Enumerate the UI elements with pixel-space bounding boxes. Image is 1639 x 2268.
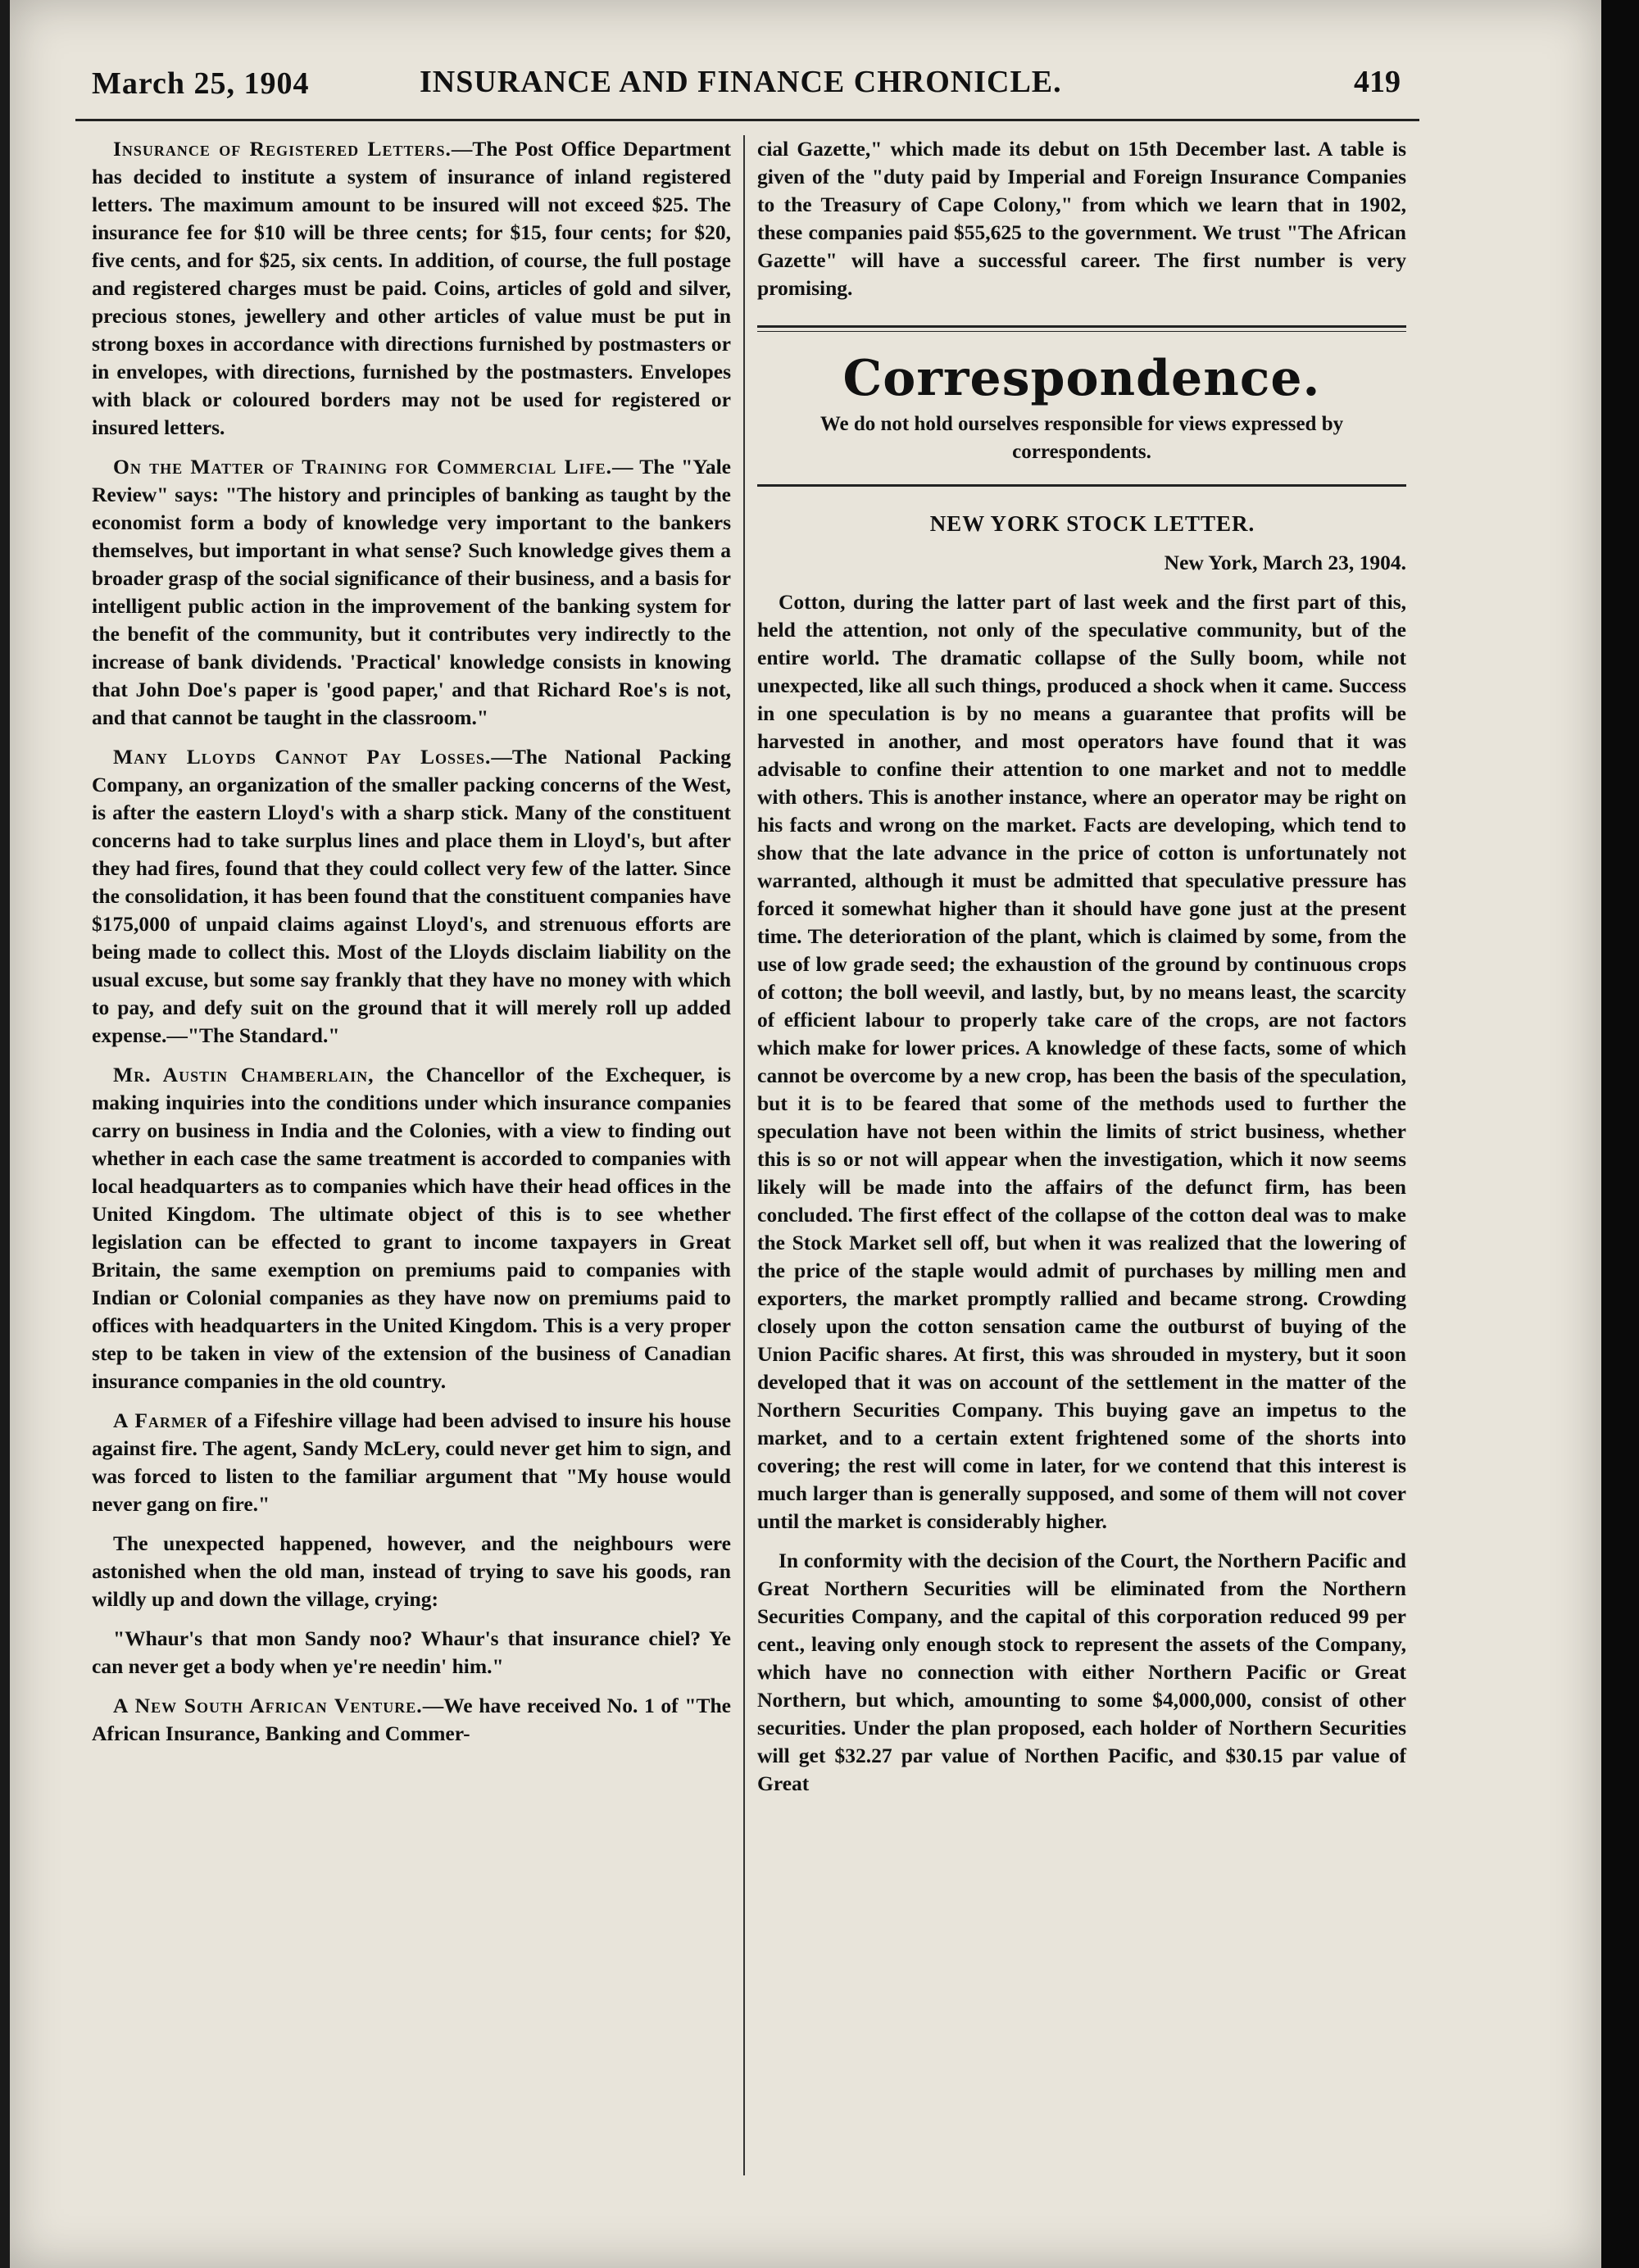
header-rule (75, 119, 1419, 121)
paragraph-body: of a Fifeshire village had been advised to insure his house against fire. The agent, Sandy McLery, could never get him to sign, and was forced to listen to the familiar argument that "My house would never gang on fire." (92, 1408, 731, 1516)
newspaper-page (10, 0, 1601, 2268)
paragraph-body: —The Post Office Department has decided to institute a system of insurance of inland registered letters. The maximum amount to be insured will not exceed $25. The insurance fee for $10 will be three cents; for $15, four cents; for $20, five cents, and for $25, six cents. In addition, of course, the full postage and registered charges must be paid. Coins, articles of gold and silver, precious stones, jewellery and other articles of value must be put in strong boxes in accordance with directions furnished by postmasters or in envelopes, with directions, furnished by the postmasters. Envelopes with black or coloured borders may not be used for registered or insured letters. (92, 137, 731, 439)
left-column (92, 135, 731, 1759)
section-rule (757, 325, 1406, 332)
paragraph-heading: Mr. Austin Chamberlain, (113, 1063, 375, 1086)
letter-paragraph: In conformity with the decision of the Court, the Northern Pacific and Great Northern Securities will be eliminated from the Northern Securities Company, and the capital of this corporation reduced 99 per cent., leaving only enough stock to represent the assets of the Company, which have no connection with either Northern Pacific or Great Northern, but which, amounting to some $4,000,000, consist of other securities. Under the plan proposed, each holder of Northern Securities will get $32.27 par value of Northen Pacific, and $30.15 par value of Great (757, 1549, 1406, 1795)
paragraph-body: —We have received No. 1 of "The African Insurance, Banking and Commer- (92, 1694, 732, 1745)
paragraph-body: the Chancellor of the Exchequer, is making inquiries into the conditions under which insurance companies carry on business in India and the Colonies, with a view to finding out whether in each case the same treatment is accorded to companies with local headquarters as to companies which have their head offices in the United Kingdom. The ultimate object of this is to see whether legislation can be effected to grant to income taxpayers in Great Britain, the same exemption on premiums paid to companies with Indian or Colonial companies as they have now on premiums paid to offices with headquarters in the United Kingdom. This is a very proper step to be taken in view of the extension of the business of Canadian insurance companies in the old country. (92, 1063, 731, 1393)
paragraph-registered-letters (92, 135, 731, 442)
paragraph-chamberlain (92, 1061, 731, 1395)
paragraph-heading: A Farmer (113, 1408, 208, 1432)
paragraph-heading: On the Matter of Training for Commercial Life. (113, 455, 612, 479)
paragraph-heading: Many Lloyds Cannot Pay Losses. (113, 745, 492, 769)
paragraph-gazette-continued: cial Gazette," which made its debut on 15th December last. A table is given of the "duty paid by Imperial and Foreign Insurance Companies to the Treasury of Cape Colony," from which we learn that in 1902, these companies paid $55,625 to the government. We trust "The African Gazette" will have a successful career. The first number is very promising. (757, 137, 1406, 300)
paragraph-unexpected: The unexpected happened, however, and the neighbours were astonished when the old man, instead of trying to save his goods, ran wildly up and down the village, crying: (92, 1531, 731, 1611)
correspondence-disclaimer: We do not hold ourselves responsible for views expressed by correspondents. (820, 413, 1344, 463)
letter-dateline: New York, March 23, 1904. (1164, 551, 1406, 574)
correspondence-title: Correspondence. (842, 350, 1321, 407)
page-number: 419 (1354, 65, 1401, 99)
quote-farmer: "Whaur's that mon Sandy noo? Whaur's that insurance chiel? Ye can never get a body when ye're needin' him." (92, 1626, 731, 1678)
header-date: March 25, 1904 (92, 66, 310, 101)
letter-paragraph: Cotton, during the latter part of last week and the first part of this, held the attention, not only of the speculative community, but of the entire world. The dramatic collapse of the Sully boom, while not unexpected, like all such things, produced a shock when it came. Success in one speculation is by no means a guarantee that profits will be harvested in another, and most operators have found that it was advisable to confine their attention to one market and not to meddle with others. This is another instance, where an operator may be right on his facts and wrong on the market. Facts are developing, which tend to show that the late advance in the price of cotton is unfortunately not warranted, although it must be admitted that speculative pressure has forced it somewhat higher than it should have gone just at the present time. The deterioration of the plant, which is claimed by some, from the use of low grade seed; the exhaustion of the ground by continuous crops of cotton; the boll weevil, and lastly, but, by no means least, the scarcity of efficient labour to properly take care of the crops, are not factors which make for lower prices. A knowledge of these facts, some of which cannot be overcome by a new crop, has been the basis of the speculation, but it is to be feared that some of the methods used to further the speculation have not been within the limits of strict business, whether this is so or not will appear when the investigation, which it now seems likely will be made into the affairs of the defunct firm, has been concluded. The first effect of the collapse of the cotton deal was to make the Stock Market sell off, but when it was realized that the lowering of the price of the staple would admit of purchases by milling men and exporters, the market promptly rallied and became strong. Crowding closely upon the cotton sensation came the outburst of buying of the Union Pacific shares. At first, this was shrouded in mystery, but it soon developed that it was on account of the settlement in the matter of the Northern Securities Company. This buying gave an impetus to the market, and to a certain extent frightened some of the shorts into covering; the rest will come in later, for we contend that this interest is much larger than is generally supposed, and some of them will not cover until the market is considerably higher. (757, 590, 1406, 1533)
paragraph-body: —The National Packing Company, an organization of the smaller packing concerns of the West, is after the eastern Lloyd's with a sharp stick. Many of the constituent concerns had to take surplus lines and place them in Lloyd's, but after they had fires, found that they could collect very few of the latter. Since the consolidation, it has been found that the constituent companies have $175,000 of unpaid claims against Lloyd's, and strenuous efforts are being made to collect this. Most of the Lloyds disclaim liability on the usual excuse, but some say frankly that they have no money with which to pay, and defy suit on the ground that it will merely roll up added expense.—"The Standard." (92, 745, 731, 1047)
paragraph-south-african-venture (92, 1692, 731, 1748)
letter-title: NEW YORK STOCK LETTER. (929, 511, 1255, 536)
header-title: INSURANCE AND FINANCE CHRONICLE. (420, 65, 1062, 99)
paragraph-heading: A New South African Venture. (113, 1694, 423, 1717)
right-column (757, 135, 1406, 1809)
column-divider (743, 135, 745, 2175)
paragraph-commercial-training (92, 453, 731, 732)
page-header (75, 64, 1419, 105)
paragraph-lloyds-losses (92, 743, 731, 1050)
paragraph-farmer (92, 1407, 731, 1518)
paragraph-body: — The "Yale Review" says: "The history and principles of banking as taught by the economist form a body of knowledge very important to the bankers themselves, but important in what sense? Such knowledge gives them a broader grasp of the social significance of their business, and a basis for intelligent public action in the improvement of the banking system for the benefit of the community, but it contributes very indirectly to the increase of bank dividends. 'Practical' knowledge consists in knowing that John Doe's paper is 'good paper,' and that Richard Roe's is not, and that cannot be taught in the classroom." (92, 455, 731, 729)
paragraph-heading: Insurance of Registered Letters. (113, 137, 452, 161)
section-rule (757, 484, 1406, 487)
book-spine-edge (1601, 0, 1639, 2268)
